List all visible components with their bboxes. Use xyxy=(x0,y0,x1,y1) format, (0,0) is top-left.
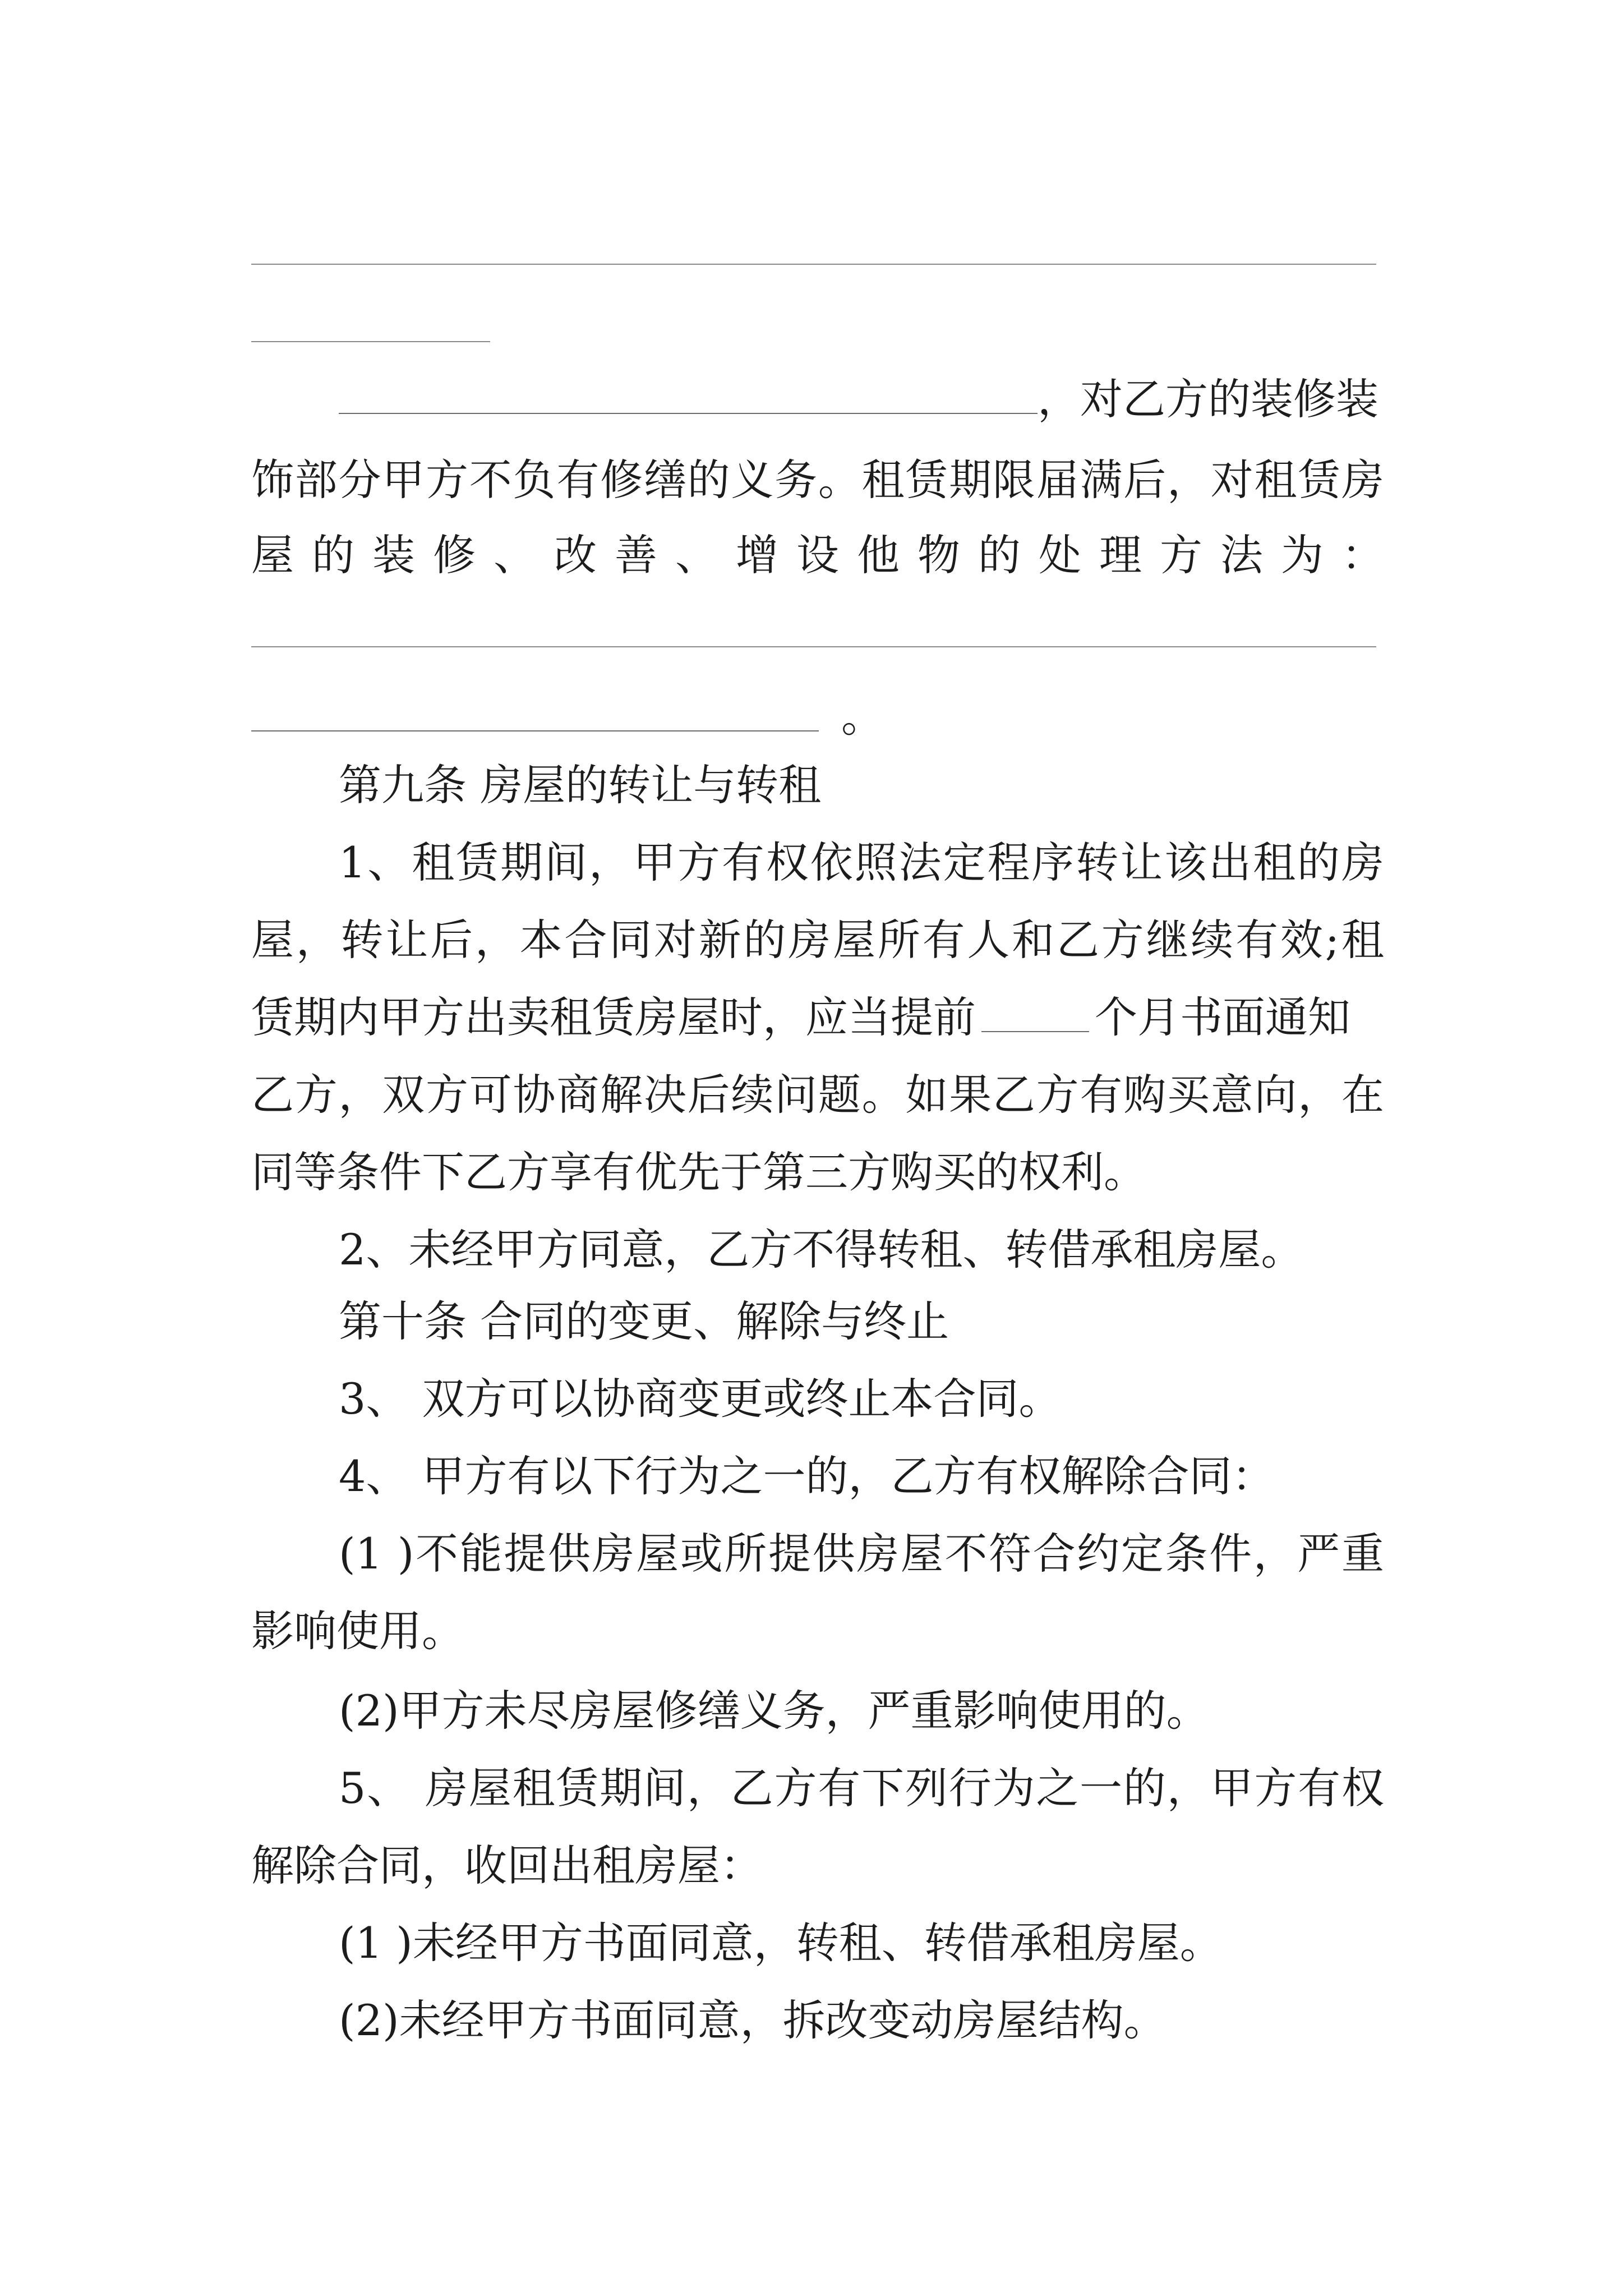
fill-in-rule xyxy=(251,341,490,342)
clause-text: ，对乙方的装修装 xyxy=(1038,374,1378,424)
text-line: (1 )不能提供房屋或所提供房屋不符合约定条件，严重 xyxy=(339,1529,1384,1579)
text-line: 影响使用。 xyxy=(251,1606,464,1656)
clause-text: 赁期内甲方出卖租赁房屋时，应当提前 xyxy=(251,992,976,1042)
fill-in-blank xyxy=(251,696,819,731)
text-line: (2)甲方未尽房屋修缮义务，严重影响使用的。 xyxy=(339,1686,1209,1736)
clause-text: 个月书面通知 xyxy=(1095,992,1350,1042)
text-line: 3、 双方可以协商变更或终止本合同。 xyxy=(339,1374,1062,1424)
article-title: 第九条 房屋的转让与转租 xyxy=(339,760,822,810)
text-line: 屋 的 装 修 、 改 善 、 增 设 他 物 的 处 理 方 法 为 ： xyxy=(251,530,1384,580)
fill-in-rule xyxy=(251,264,1376,265)
fill-in-blank xyxy=(339,378,1038,414)
text-line: 乙方，双方可协商解决后续问题。如果乙方有购买意向，在 xyxy=(251,1070,1384,1120)
text-line xyxy=(251,689,1384,745)
text-line: (1 )未经甲方书面同意，转租、转借承租房屋。 xyxy=(339,1918,1223,1968)
fill-in-rule xyxy=(251,646,1376,647)
text-line: 5、 房屋租赁期间，乙方有下列行为之一的，甲方有权 xyxy=(339,1763,1384,1813)
text-line: 解除合同，收回出租房屋： xyxy=(251,1841,763,1890)
text-line xyxy=(339,371,1384,427)
text-line xyxy=(251,990,1384,1046)
fill-in-blank xyxy=(981,996,1089,1032)
text-line: 屋，转让后，本合同对新的房屋所有人和乙方继续有效;租 xyxy=(251,915,1384,965)
article-title: 第十条 合同的变更、解除与终止 xyxy=(339,1296,949,1346)
clause-text: 。 xyxy=(841,692,884,742)
text-line: 1、租赁期间，甲方有权依照法定程序转让该出租的房 xyxy=(339,838,1384,887)
text-line: 饰部分甲方不负有修缮的义务。租赁期限届满后，对租赁房 xyxy=(251,455,1384,505)
text-line: 2、未经甲方同意，乙方不得转租、转借承租房屋。 xyxy=(339,1225,1304,1274)
text-line: 同等条件下乙方享有优先于第三方购买的权利。 xyxy=(251,1147,1146,1197)
text-line: 4、 甲方有以下行为之一的，乙方有权解除合同： xyxy=(339,1451,1275,1501)
text-line: (2)未经甲方书面同意，拆改变动房屋结构。 xyxy=(339,1995,1166,2045)
